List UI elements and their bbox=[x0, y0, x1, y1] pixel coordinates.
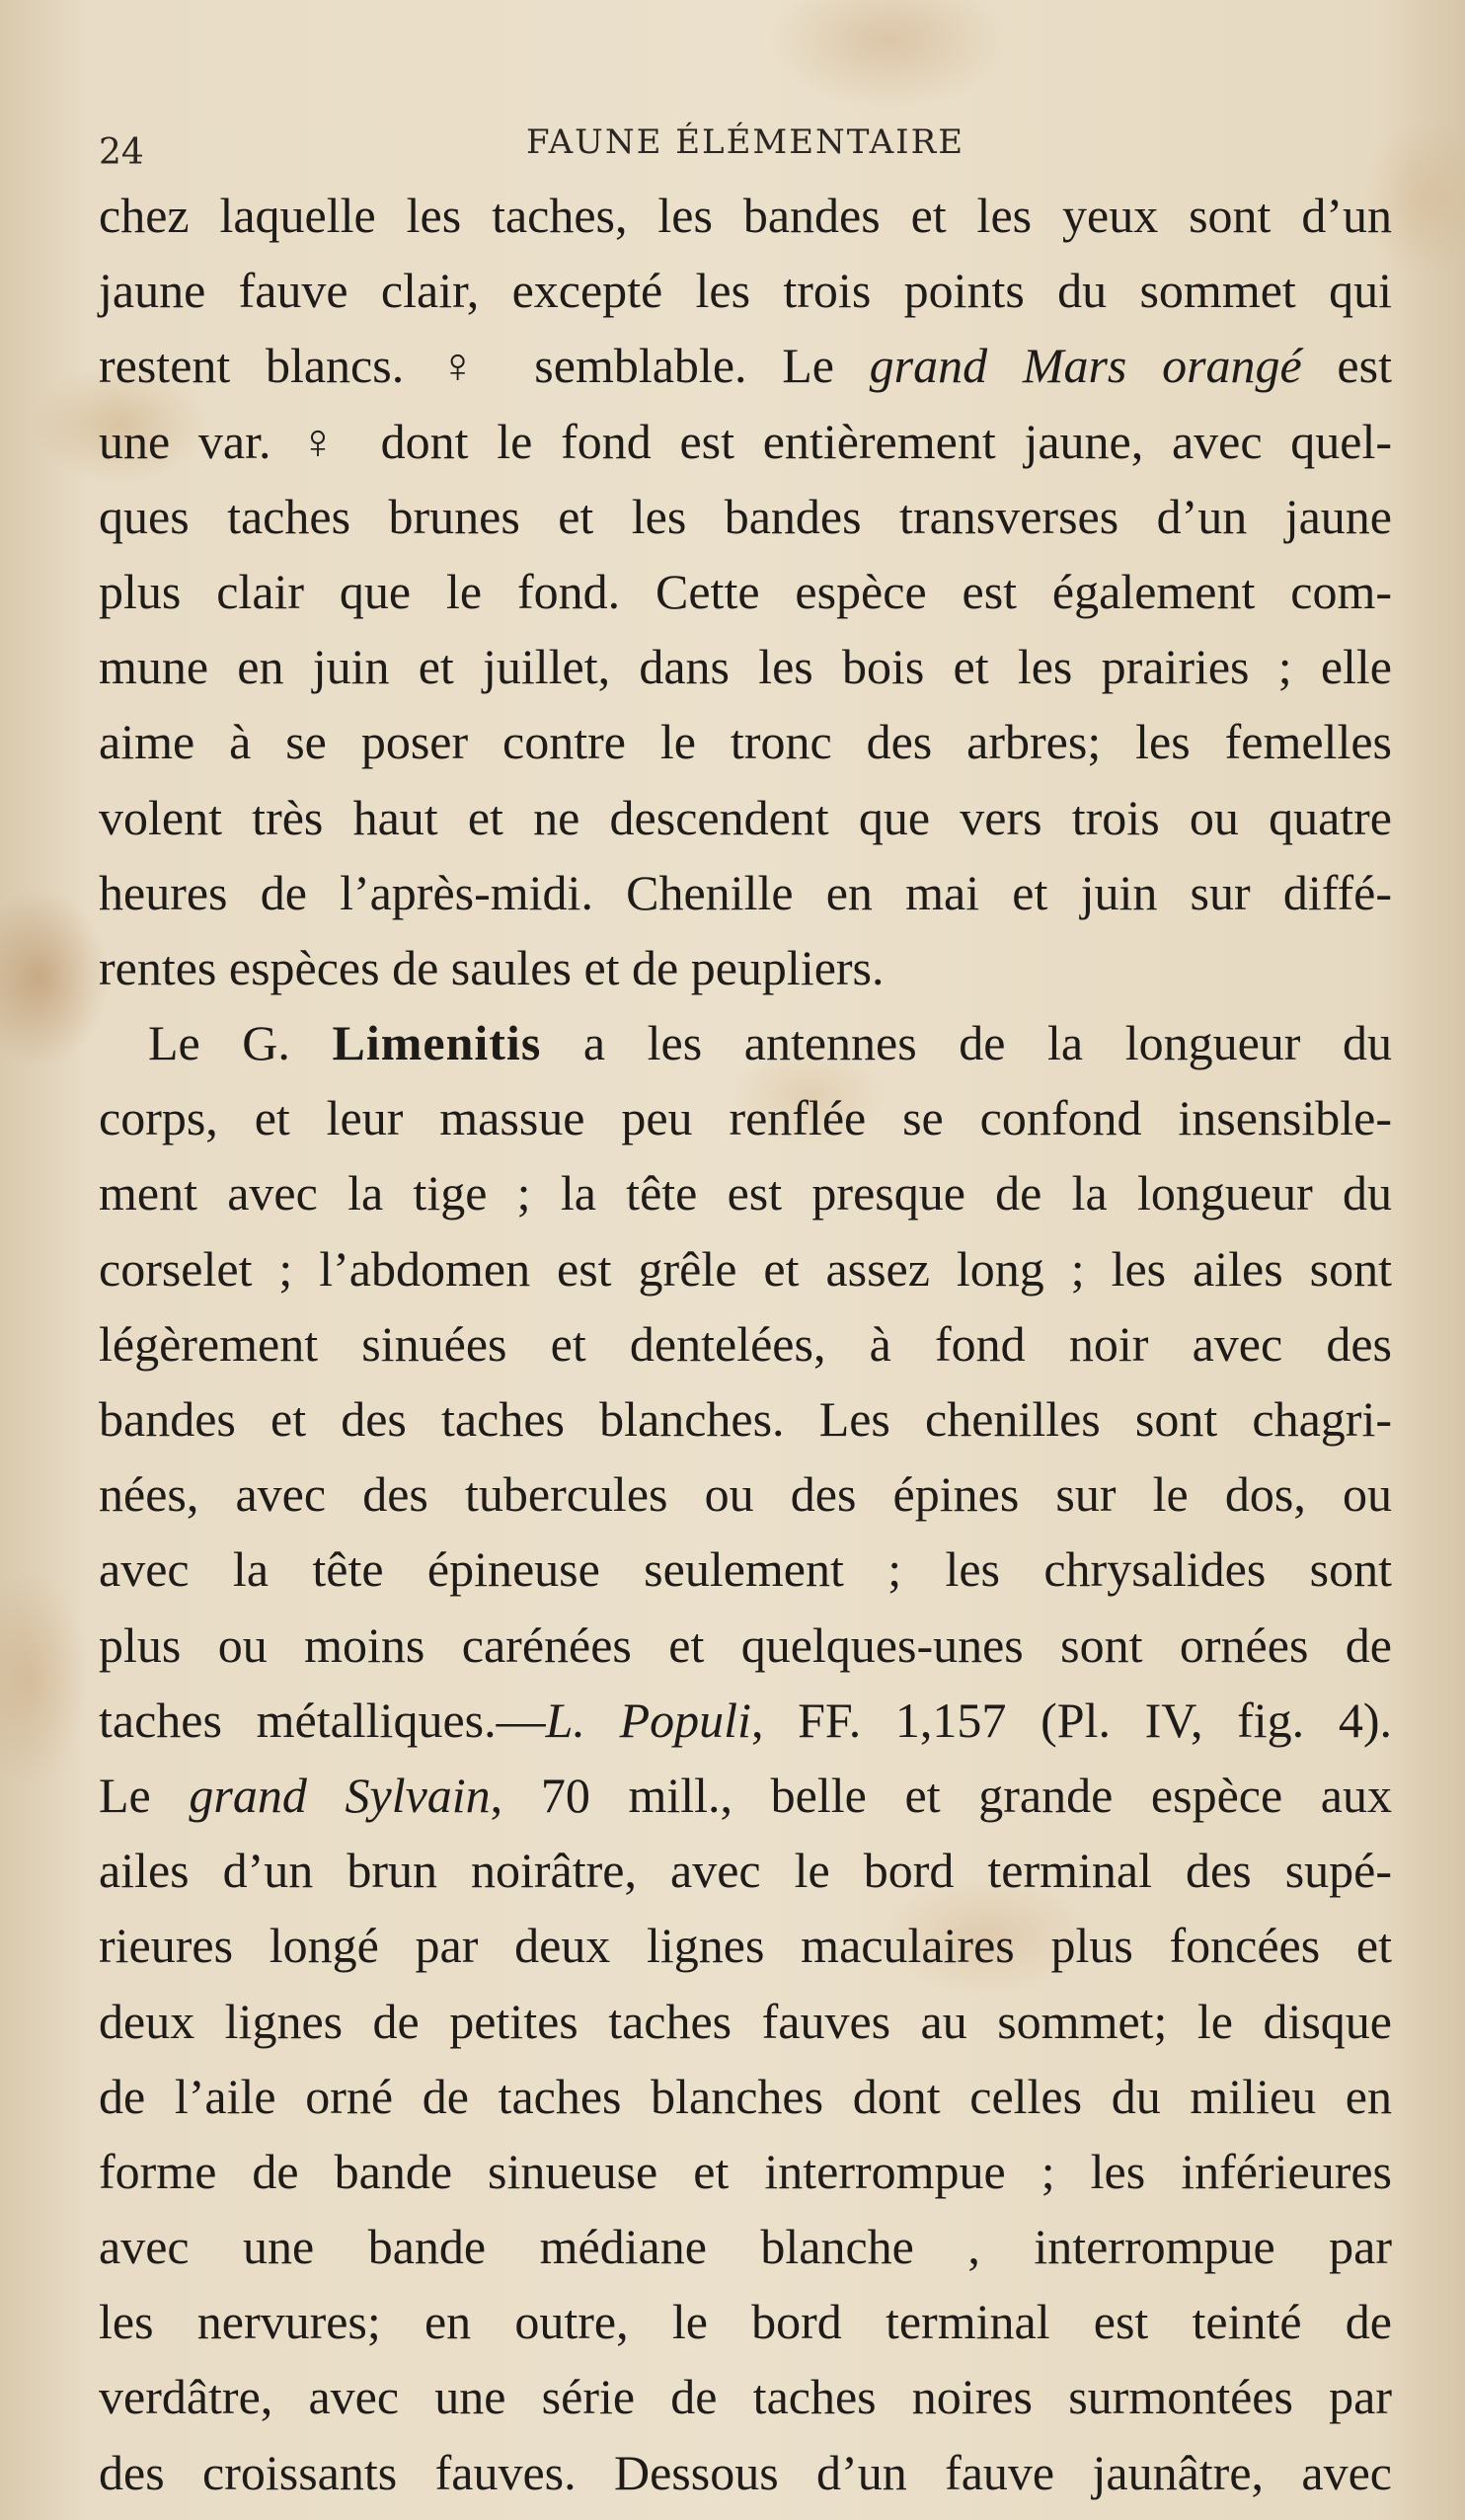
text-segment: corps, et leur massue peu renflée se confond insensible- bbox=[99, 1090, 1392, 1146]
text-segment: bandes et des taches blanches. Les chenilles sont chagri- bbox=[99, 1391, 1392, 1447]
text-line bbox=[99, 1231, 1392, 1306]
text-line bbox=[99, 1758, 1392, 1833]
text-line bbox=[99, 178, 1392, 253]
text-segment: ment avec la tige ; la tête est presque de la longueur du bbox=[99, 1165, 1392, 1221]
text-segment: Le G. bbox=[148, 1015, 333, 1071]
text-segment: volent très haut et ne descendent que vers trois ou quatre bbox=[99, 789, 1392, 845]
text-segment: de l’aile orné de taches blanches dont celles du milieu en bbox=[99, 2068, 1392, 2124]
text-line bbox=[99, 404, 1392, 479]
text-segment: aime à se poser contre le tronc des arbres; les femelles bbox=[99, 714, 1392, 770]
text-segment: forme de bande sinueuse et interrompue ; les inférieures bbox=[99, 2143, 1392, 2199]
text-segment: est bbox=[1301, 338, 1392, 394]
text-line bbox=[99, 1306, 1392, 1381]
body-text bbox=[99, 178, 1392, 2510]
text-segment: des croissants fauves. Dessous d’un fauve jaunâtre, avec bbox=[99, 2444, 1392, 2500]
text-segment: les nervures; en outre, le bord terminal est teinté de bbox=[99, 2294, 1392, 2350]
text-line bbox=[99, 1080, 1392, 1155]
text-segment: , FF. 1,157 (Pl. IV, fig. 4). bbox=[750, 1692, 1393, 1748]
text-segment: rentes espèces de saules et de peupliers. bbox=[99, 939, 885, 995]
text-line bbox=[99, 2134, 1392, 2209]
italic-text: L. Populi bbox=[545, 1692, 751, 1748]
text-line bbox=[99, 855, 1392, 930]
text-segment: Le bbox=[99, 1767, 190, 1823]
text-line bbox=[99, 1155, 1392, 1230]
text-segment: avec la tête épineuse seulement ; les chrysalides sont bbox=[99, 1541, 1392, 1598]
text-line bbox=[99, 2435, 1392, 2510]
text-line bbox=[99, 930, 1392, 1005]
text-segment: a les antennes de la longueur du bbox=[541, 1015, 1393, 1071]
text-line bbox=[99, 1457, 1392, 1532]
text-line bbox=[99, 328, 1392, 403]
italic-text: grand Sylvain bbox=[189, 1767, 491, 1823]
italic-text: grand Mars orangé bbox=[869, 338, 1302, 394]
text-segment: ques taches brunes et les bandes transverses d’un jaune bbox=[99, 488, 1392, 544]
text-line bbox=[99, 1381, 1392, 1457]
text-line bbox=[99, 1833, 1392, 1908]
text-line bbox=[99, 479, 1392, 554]
text-segment: , 70 mill., belle et grande espèce aux bbox=[490, 1767, 1392, 1823]
text-line bbox=[99, 1005, 1392, 1080]
text-segment: une var. ♀ dont le fond est entièrement jaune, avec quel- bbox=[99, 413, 1392, 469]
text-line bbox=[99, 629, 1392, 704]
text-segment: corselet ; l’abdomen est grêle et assez long ; les ailes sont bbox=[99, 1240, 1392, 1297]
text-line bbox=[99, 554, 1392, 629]
text-line bbox=[99, 2209, 1392, 2284]
text-segment: heures de l’après-midi. Chenille en mai et juin sur diffé- bbox=[99, 864, 1392, 920]
text-line bbox=[99, 2059, 1392, 2134]
text-segment: rieures longé par deux lignes maculaires plus foncées et bbox=[99, 1918, 1392, 1974]
text-segment: deux lignes de petites taches fauves au sommet; le disque bbox=[99, 1993, 1392, 2049]
text-line bbox=[99, 780, 1392, 855]
text-segment: avec une bande médiane blanche , interrompue par bbox=[99, 2219, 1392, 2275]
text-segment: nées, avec des tubercules ou des épines sur le dos, ou bbox=[99, 1466, 1392, 1523]
text-line bbox=[99, 2359, 1392, 2434]
text-segment: restent blancs. ♀ semblable. Le bbox=[99, 338, 870, 394]
text-line bbox=[99, 1608, 1392, 1683]
text-line bbox=[99, 1683, 1392, 1758]
text-segment: légèrement sinuées et dentelées, à fond noir avec des bbox=[99, 1315, 1392, 1372]
text-line bbox=[99, 253, 1392, 328]
bold-text: Limenitis bbox=[332, 1015, 542, 1071]
text-line bbox=[99, 1984, 1392, 2059]
text-line bbox=[99, 1532, 1392, 1607]
text-segment: verdâtre, avec une série de taches noires surmontées par bbox=[99, 2369, 1392, 2425]
text-line bbox=[99, 1908, 1392, 1983]
text-segment: chez laquelle les taches, les bandes et les yeux sont d’un bbox=[99, 188, 1392, 243]
text-segment: plus clair que le fond. Cette espèce est également com- bbox=[99, 563, 1392, 619]
text-line bbox=[99, 2284, 1392, 2359]
text-segment: mune en juin et juillet, dans les bois et les prairies ; elle bbox=[99, 639, 1392, 695]
text-segment: ailes d’un brun noirâtre, avec le bord terminal des supé- bbox=[99, 1843, 1392, 1899]
page-number: 24 bbox=[99, 132, 144, 173]
text-segment: plus ou moins carénées et quelques-unes sont ornées de bbox=[99, 1616, 1392, 1673]
running-title: FAUNE ÉLÉMENTAIRE bbox=[525, 122, 965, 162]
text-segment: jaune fauve clair, excepté les trois points du sommet qui bbox=[99, 263, 1392, 319]
page-header bbox=[99, 111, 1392, 173]
text-segment: taches métalliques.— bbox=[99, 1692, 546, 1748]
text-line bbox=[99, 704, 1392, 779]
